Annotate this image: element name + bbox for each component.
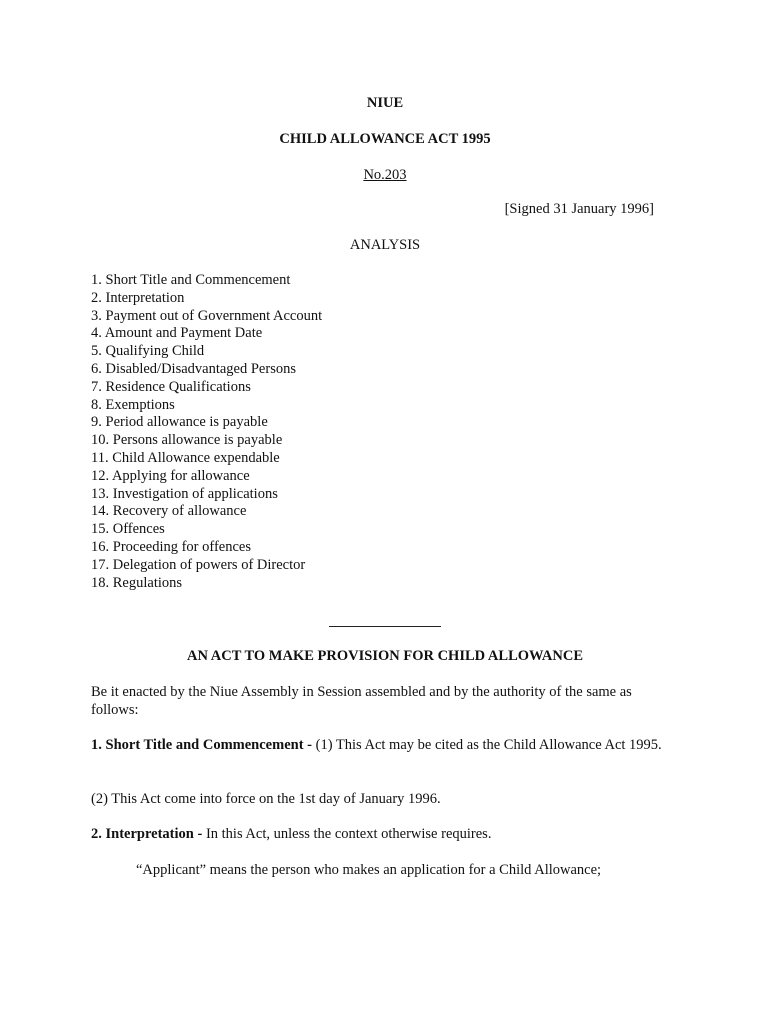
analysis-item: 8. Exemptions xyxy=(91,396,175,413)
act-title: CHILD ALLOWANCE ACT 1995 xyxy=(279,131,491,147)
analysis-heading: ANALYSIS xyxy=(349,237,421,253)
analysis-item: 9. Period allowance is payable xyxy=(91,414,268,431)
analysis-item: 6. Disabled/Disadvantaged Persons xyxy=(91,360,296,377)
analysis-item: 17. Delegation of powers of Director xyxy=(91,556,306,573)
analysis-item: 5. Qualifying Child xyxy=(91,343,205,360)
analysis-item: 11. Child Allowance expendable xyxy=(91,449,280,466)
act-number-text: No.203 xyxy=(363,167,407,183)
signed-date: [Signed 31 January 1996] xyxy=(504,201,654,217)
country-heading: NIUE xyxy=(366,95,404,111)
analysis-item: 15. Offences xyxy=(91,521,165,538)
analysis-item: 4. Amount and Payment Date xyxy=(91,325,263,342)
analysis-item: 18. Regulations xyxy=(91,574,183,591)
definition-applicant: “Applicant” means the person who makes an application for a Child Allowance; xyxy=(136,862,602,878)
analysis-item: 12. Applying for allowance xyxy=(91,467,250,484)
analysis-item: 3. Payment out of Government Account xyxy=(91,307,323,324)
analysis-list xyxy=(91,272,322,592)
section-1-separator: - xyxy=(303,737,316,753)
section-1-heading: 1. Short Title and Commencement xyxy=(91,737,304,753)
section-2-heading: 2. Interpretation xyxy=(91,826,194,842)
section-1-text: (1) This Act may be cited as the Child Allowance Act 1995. xyxy=(315,737,662,753)
section-divider xyxy=(329,626,441,627)
analysis-item: 7. Residence Qualifications xyxy=(91,378,251,395)
analysis-item: 10. Persons allowance is payable xyxy=(91,432,283,449)
section-2 xyxy=(91,825,671,843)
section-1-subsection-2: (2) This Act come into force on the 1st day of January 1996. xyxy=(91,791,441,807)
analysis-item: 16. Proceeding for offences xyxy=(91,538,251,555)
analysis-item: 2. Interpretation xyxy=(91,289,185,306)
analysis-item: 14. Recovery of allowance xyxy=(91,503,247,520)
section-2-text: In this Act, unless the context otherwise requires. xyxy=(205,826,492,842)
analysis-item: 13. Investigation of applications xyxy=(91,485,278,502)
analysis-item: 1. Short Title and Commencement xyxy=(91,272,291,288)
section-2-separator: - xyxy=(193,826,206,842)
section-1 xyxy=(91,736,671,754)
act-number xyxy=(0,166,770,184)
long-title: AN ACT TO MAKE PROVISION FOR CHILD ALLOWANCE xyxy=(187,648,583,664)
enacting-clause: Be it enacted by the Niue Assembly in Session assembled and by the authority of the same as follows: xyxy=(91,684,632,718)
